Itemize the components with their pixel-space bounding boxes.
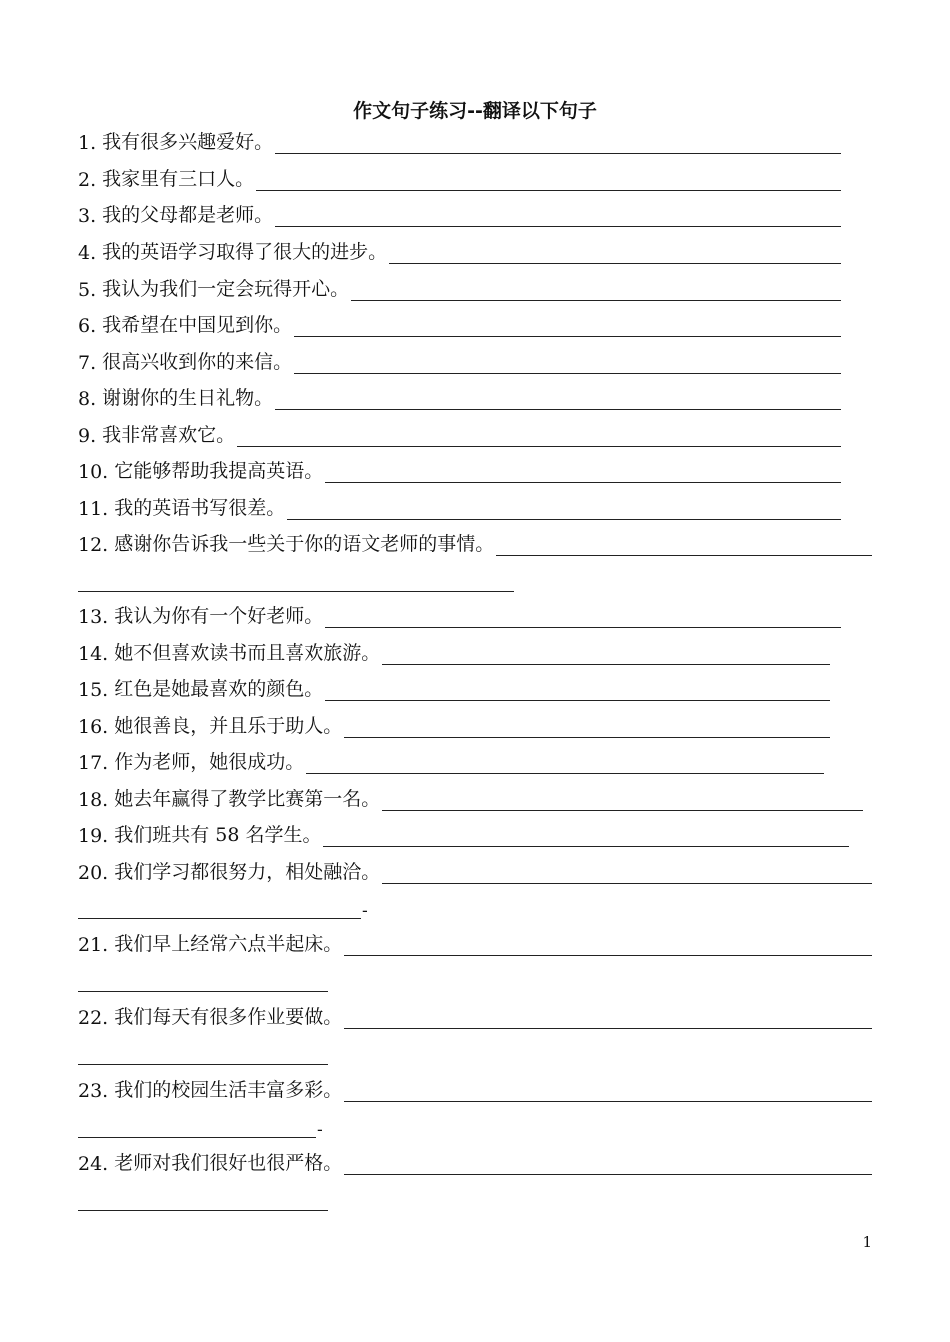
page-title: 作文句子练习--翻译以下句子 xyxy=(353,100,597,122)
item-number: 6. xyxy=(78,315,97,337)
item-number: 4. xyxy=(78,242,97,264)
item-number: 23. xyxy=(78,1080,109,1102)
sentence-line xyxy=(78,823,849,847)
answer-blank[interactable] xyxy=(256,170,841,191)
answer-blank[interactable] xyxy=(382,863,872,884)
sentence-line xyxy=(78,1078,872,1102)
sentence-line xyxy=(78,386,841,410)
sentence-text: 我非常喜欢它。 xyxy=(102,424,236,446)
item-number: 11. xyxy=(78,498,109,520)
item-number: 14. xyxy=(78,643,109,665)
trailing-dash: - xyxy=(362,901,368,921)
page-number: 1 xyxy=(862,1233,872,1251)
sentence-line xyxy=(78,240,841,264)
item-number: 5. xyxy=(78,279,97,301)
item-number: 16. xyxy=(78,716,109,738)
answer-blank[interactable] xyxy=(237,426,841,447)
item-number: 13. xyxy=(78,606,109,628)
sentence-text: 谢谢你的生日礼物。 xyxy=(102,387,274,409)
answer-blank[interactable] xyxy=(294,353,841,374)
sentence-text: 感谢你告诉我一些关于你的语文老师的事情。 xyxy=(114,533,495,555)
sentence-line xyxy=(78,860,872,884)
item-number: 7. xyxy=(78,352,97,374)
sentence-line xyxy=(78,1151,872,1175)
sentence-line xyxy=(78,604,841,628)
sentence-text: 我希望在中国见到你。 xyxy=(102,314,293,336)
sentence-line xyxy=(78,203,841,227)
answer-blank[interactable] xyxy=(275,133,841,154)
sentence-line xyxy=(78,167,841,191)
sentence-line xyxy=(78,677,830,701)
sentence-line xyxy=(78,459,841,483)
sentence-text: 我认为你有一个好老师。 xyxy=(114,605,324,627)
sentence-text: 她很善良，并且乐于助人。 xyxy=(114,715,343,737)
sentence-line xyxy=(78,532,872,556)
item-number: 2. xyxy=(78,169,97,191)
item-number: 10. xyxy=(78,461,109,483)
sentence-text: 我们班共有 58 名学生。 xyxy=(114,824,322,846)
sentence-text: 我们学习都很努力，相处融洽。 xyxy=(114,861,381,883)
sentence-text: 作为老师，她很成功。 xyxy=(114,751,305,773)
item-number: 21. xyxy=(78,934,109,956)
item-number: 20. xyxy=(78,862,109,884)
sentence-text: 我的父母都是老师。 xyxy=(102,204,274,226)
answer-blank-continuation[interactable] xyxy=(78,590,514,592)
answer-blank[interactable] xyxy=(287,499,841,520)
answer-blank[interactable] xyxy=(496,535,872,556)
sentence-text: 她不但喜欢读书而且喜欢旅游。 xyxy=(114,642,381,664)
sentence-line xyxy=(78,496,841,520)
answer-blank[interactable] xyxy=(294,316,841,337)
answer-blank[interactable] xyxy=(344,1008,872,1029)
answer-blank-continuation[interactable] xyxy=(78,1136,316,1138)
item-number: 19. xyxy=(78,825,109,847)
sentence-line xyxy=(78,641,830,665)
sentence-line xyxy=(78,130,841,154)
answer-blank[interactable] xyxy=(275,206,841,227)
sentence-line xyxy=(78,750,824,774)
answer-blank[interactable] xyxy=(323,826,849,847)
answer-blank[interactable] xyxy=(382,790,863,811)
answer-blank[interactable] xyxy=(325,680,830,701)
item-number: 1. xyxy=(78,132,97,154)
sentence-line xyxy=(78,787,863,811)
answer-blank-continuation[interactable] xyxy=(78,990,328,992)
item-number: 12. xyxy=(78,534,109,556)
sentence-text: 她去年赢得了教学比赛第一名。 xyxy=(114,788,381,810)
answer-blank[interactable] xyxy=(344,1081,872,1102)
item-number: 3. xyxy=(78,205,97,227)
sentence-text: 它能够帮助我提高英语。 xyxy=(114,460,324,482)
answer-blank[interactable] xyxy=(325,462,841,483)
sentence-line xyxy=(78,932,872,956)
answer-blank[interactable] xyxy=(351,280,841,301)
answer-blank[interactable] xyxy=(389,243,841,264)
answer-blank-continuation[interactable] xyxy=(78,1063,328,1065)
trailing-dash: - xyxy=(317,1120,323,1140)
item-number: 22. xyxy=(78,1007,109,1029)
sentence-text: 我们的校园生活丰富多彩。 xyxy=(114,1079,343,1101)
sentence-line xyxy=(78,423,841,447)
item-number: 17. xyxy=(78,752,109,774)
sentence-line xyxy=(78,350,841,374)
sentence-text: 我们每天有很多作业要做。 xyxy=(114,1006,343,1028)
answer-blank[interactable] xyxy=(306,753,824,774)
item-number: 9. xyxy=(78,425,97,447)
sentence-text: 我的英语学习取得了很大的进步。 xyxy=(102,241,388,263)
answer-blank-continuation[interactable] xyxy=(78,917,361,919)
answer-blank[interactable] xyxy=(344,1154,872,1175)
item-number: 8. xyxy=(78,388,97,410)
answer-blank[interactable] xyxy=(325,607,841,628)
sentence-text: 很高兴收到你的来信。 xyxy=(102,351,293,373)
answer-blank[interactable] xyxy=(382,644,830,665)
sentence-text: 老师对我们很好也很严格。 xyxy=(114,1152,343,1174)
sentence-text: 我的英语书写很差。 xyxy=(114,497,286,519)
sentence-text: 我们早上经常六点半起床。 xyxy=(114,933,343,955)
answer-blank[interactable] xyxy=(344,935,872,956)
sentence-text: 我家里有三口人。 xyxy=(102,168,255,190)
sentence-line xyxy=(78,277,841,301)
sentence-text: 我有很多兴趣爱好。 xyxy=(102,131,274,153)
sentence-line xyxy=(78,1005,872,1029)
sentence-line xyxy=(78,714,830,738)
answer-blank[interactable] xyxy=(275,389,841,410)
sentence-text: 红色是她最喜欢的颜色。 xyxy=(114,678,324,700)
item-number: 18. xyxy=(78,789,109,811)
sentence-line xyxy=(78,313,841,337)
item-number: 15. xyxy=(78,679,109,701)
answer-blank[interactable] xyxy=(344,717,830,738)
answer-blank-continuation[interactable] xyxy=(78,1209,328,1211)
item-number: 24. xyxy=(78,1153,109,1175)
sentence-text: 我认为我们一定会玩得开心。 xyxy=(102,278,350,300)
